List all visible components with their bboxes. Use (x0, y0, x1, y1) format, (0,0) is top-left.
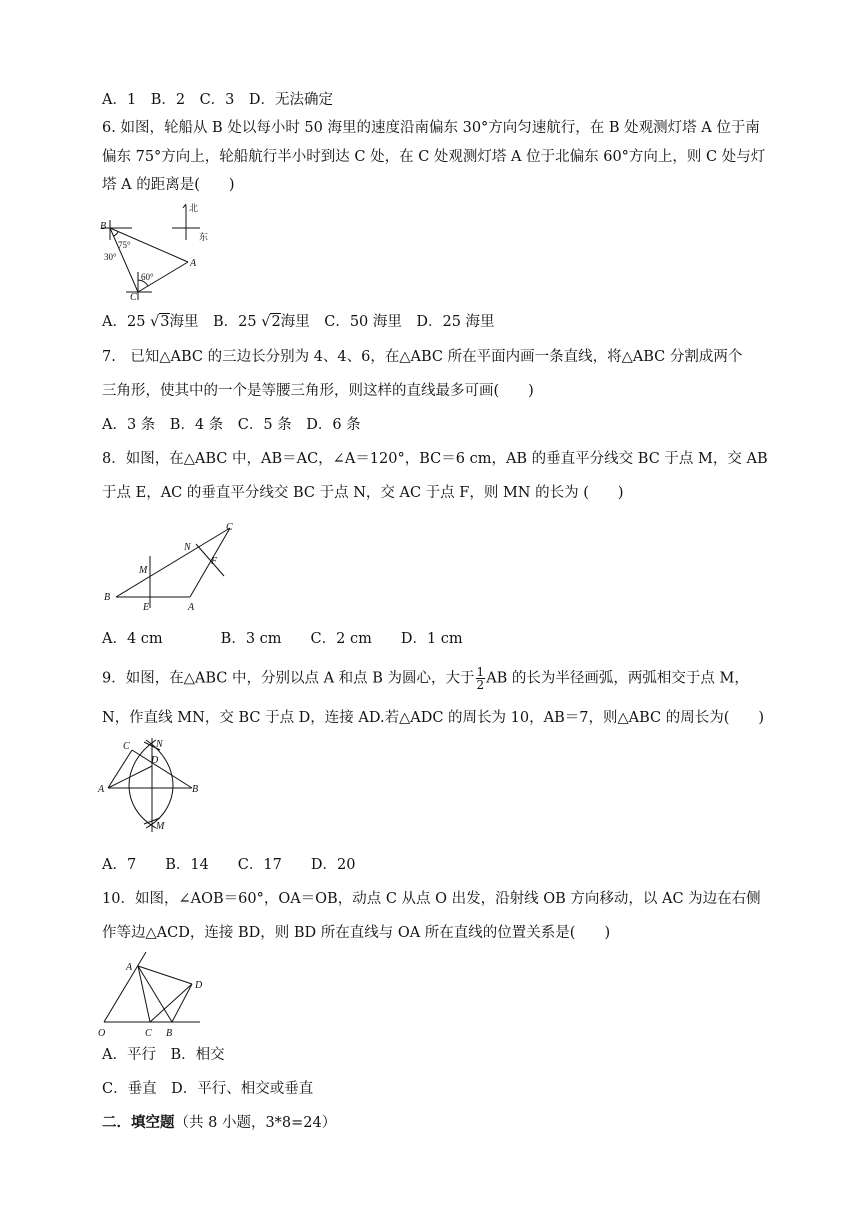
q8-figure (98, 522, 238, 614)
q6-option-a-prefix: A．25 (102, 314, 151, 330)
q9-label-D: D (151, 755, 159, 766)
q6-option-b-suffix: 海里 C．50 海里 D．25 海里 (280, 314, 495, 330)
q6-angle-75: 75° (118, 240, 131, 250)
q8-label-N: N (184, 542, 191, 553)
section-detail: （共 8 小题，3*8=24） (174, 1115, 337, 1131)
q8-options: A．4 cm B．3 cm C．2 cm D．1 cm (102, 631, 463, 647)
q8-label-E: E (143, 602, 150, 613)
q8-label-M: M (139, 565, 148, 576)
section-heading (102, 1113, 336, 1133)
q9-label-A: A (98, 784, 105, 795)
q9-figure (96, 736, 206, 836)
q7-text-line1: 7. 已知△ABC 的三边长分别为 4、4、6，在△ABC 所在平面内画一条直线，将△ABC 分割成两个 (102, 349, 743, 365)
q6-option-a-suffix: 海里 B．25 (169, 314, 262, 330)
fraction-numerator: 1 (476, 665, 485, 679)
fraction-denominator: 2 (476, 678, 485, 692)
q6-label-north: 北 (189, 203, 199, 213)
sqrt-icon: √ (150, 314, 160, 330)
q8-text-line2: 于点 E，AC 的垂直平分线交 BC 于点 N，交 AC 于点 F，则 MN 的长为 ( ) (102, 485, 624, 501)
q9-text-prefix: 9．如图，在△ABC 中，分别以点 A 和点 B 为圆心，大于 (102, 670, 475, 687)
q6-label-east: 东 (199, 232, 209, 242)
q6-text-line3: 塔 A 的距离是( ) (102, 177, 235, 193)
q10-label-B: B (166, 1028, 173, 1039)
q9-label-M: M (156, 821, 165, 832)
q10-text-line2: 作等边△ACD，连接 BD，则 BD 所在直线与 OA 所在直线的位置关系是( ) (102, 925, 611, 941)
q9-text-suffix: AB 的长为半径画弧，两弧相交于点 M， (486, 670, 749, 687)
q8-label-B: B (104, 592, 111, 603)
q10-label-O: O (98, 1028, 106, 1039)
q6-label-B: B (100, 221, 107, 232)
q10-label-C: C (145, 1028, 152, 1039)
section-title: 二．填空题 (102, 1114, 175, 1131)
q6-angle-30: 30° (104, 252, 117, 262)
q10-options-line2: C．垂直 D．平行、相交或垂直 (102, 1081, 314, 1097)
q6-options (102, 312, 495, 332)
q8-label-A: A (188, 602, 195, 613)
q5-options: A．1 B．2 C．3 D．无法确定 (102, 92, 334, 108)
sqrt-icon: √ (261, 314, 271, 330)
q9-label-C: C (123, 741, 130, 752)
q9-text-line1 (102, 666, 749, 691)
q9-label-B: B (192, 784, 199, 795)
q6-text-line1: 6. 如图，轮船从 B 处以每小时 50 海里的速度沿南偏东 30°方向匀速航行，在 B 处观测灯塔 A 位于南 (102, 120, 760, 136)
q10-label-D: D (195, 980, 203, 991)
q6-figure (96, 200, 216, 302)
q6-option-a-radicand: 3 (160, 314, 170, 330)
q9-options: A．7 B．14 C．17 D．20 (102, 857, 356, 873)
q8-text-line1: 8．如图，在△ABC 中，AB＝AC，∠A＝120°，BC＝6 cm，AB 的垂直平分线交 BC 于点 M，交 AB (102, 451, 768, 467)
q10-options-line1: A．平行 B．相交 (102, 1047, 225, 1063)
q6-angle-60: 60° (141, 272, 154, 282)
q7-text-line2: 三角形，使其中的一个是等腰三角形，则这样的直线最多可画( ) (102, 383, 534, 399)
fraction-half (476, 666, 486, 691)
q10-figure (96, 950, 208, 1040)
q6-text-line2: 偏东 75°方向上，轮船航行半小时到达 C 处，在 C 处观测灯塔 A 位于北偏东 60°方向上，则 C 处与灯 (102, 149, 766, 165)
q9-text-line2: N，作直线 MN，交 BC 于点 D，连接 AD.若△ADC 的周长为 10，AB＝7，则△ABC 的周长为( ) (102, 710, 765, 726)
q7-options: A．3 条 B．4 条 C．5 条 D．6 条 (102, 417, 361, 433)
q10-label-A: A (126, 962, 133, 973)
q6-label-C: C (130, 292, 137, 302)
q10-text-line1: 10．如图，∠AOB＝60°，OA＝OB，动点 C 从点 O 出发，沿射线 OB 方向移动，以 AC 为边在右侧 (102, 891, 761, 907)
q6-option-b-radicand: 2 (271, 314, 281, 330)
q8-label-F: F (211, 556, 218, 567)
q9-label-N: N (156, 739, 163, 750)
q8-label-C: C (226, 522, 233, 533)
q6-label-A: A (190, 258, 197, 269)
